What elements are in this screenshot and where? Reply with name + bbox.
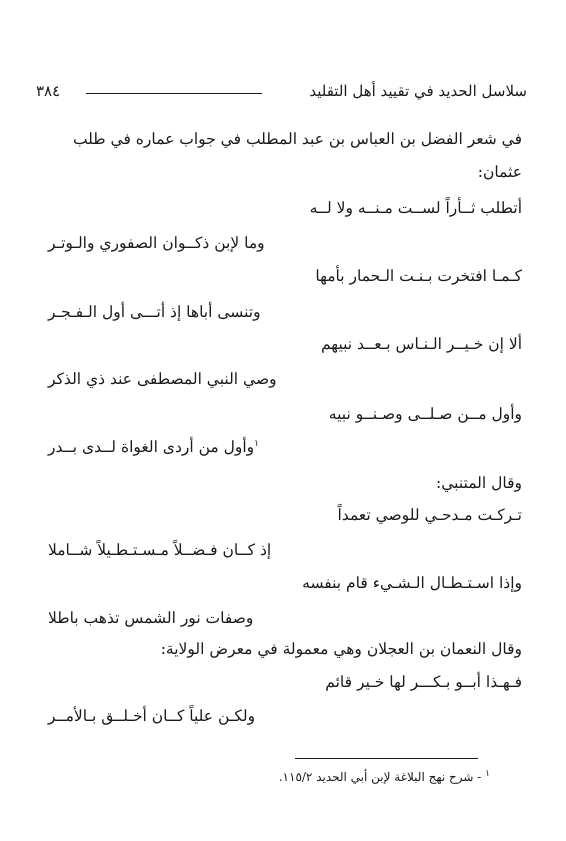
verse-hemistich-second: وصفات نور الشمس تذهب باطلا <box>48 609 254 627</box>
intro-line: في شعر الفضل بن العباس بن عبد المطلب في جواب عماره في طلب <box>72 130 522 148</box>
verse-hemistich-second <box>48 438 259 457</box>
header-rule <box>86 93 262 94</box>
running-header <box>36 82 527 106</box>
verse-hemistich-first: وإذا اسـتـطـال الـشـيء قام بنفسه <box>302 574 522 592</box>
footnote-marker: ١ <box>485 769 490 779</box>
verse-hemistich-second: وصي النبي المصطفى عند ذي الذكر <box>48 370 277 388</box>
verse-hemistich-first: كـمـا افتخرت بـنـت الـحمار بأمها <box>315 267 522 285</box>
verse-text: وأول من أردى الغواة لــدى بــدر <box>48 438 255 456</box>
verse-hemistich-second: وتنسى أباها إذ أتـــى أول الـفـجـر <box>48 303 261 321</box>
verse-hemistich-first: وأول مــن صـلــى وصـنــو نبيه <box>328 405 522 423</box>
poet-intro: وقال المتنبي: <box>436 474 522 492</box>
verse-hemistich-first: أتطلب ثــأراً لســت مـنــه ولا لــه <box>309 199 522 217</box>
footnote-reference: ١ <box>254 438 259 449</box>
verse-hemistich-first: تـركـت مـدحـي للوصي تعمداً <box>337 506 522 524</box>
footnote-rule <box>295 758 478 759</box>
verse-hemistich-second: وما لإبن ذكــوان الصفوري والـوتـر <box>48 234 265 252</box>
footnote-text: - شرح نهج البلاغة لإبن أبي الحديد ١١٥/٢. <box>278 770 482 784</box>
verse-hemistich-first: فـهـذا أبــو بـكـــر لها خـير قائم <box>325 673 522 691</box>
intro-line: عثمان: <box>477 163 522 181</box>
book-title: سلاسل الحديد في تقييد أهل التقليد <box>309 82 527 100</box>
verse-hemistich-first: ألا إن خـيــر الـنـاس بـعــد نبيهم <box>320 335 522 353</box>
page-number: ٣٨٤ <box>36 82 61 100</box>
poet-intro: وقال النعمان بن العجلان وهي معمولة في معرض الولاية: <box>160 640 522 658</box>
footnote <box>279 770 490 784</box>
verse-hemistich-second: ولكـن علياً كــان أخـلــق بـالأمــر <box>48 707 256 725</box>
verse-hemistich-second: إذ كــان فـضــلاً مـسـتـطـيلاً شــاملا <box>48 541 272 559</box>
